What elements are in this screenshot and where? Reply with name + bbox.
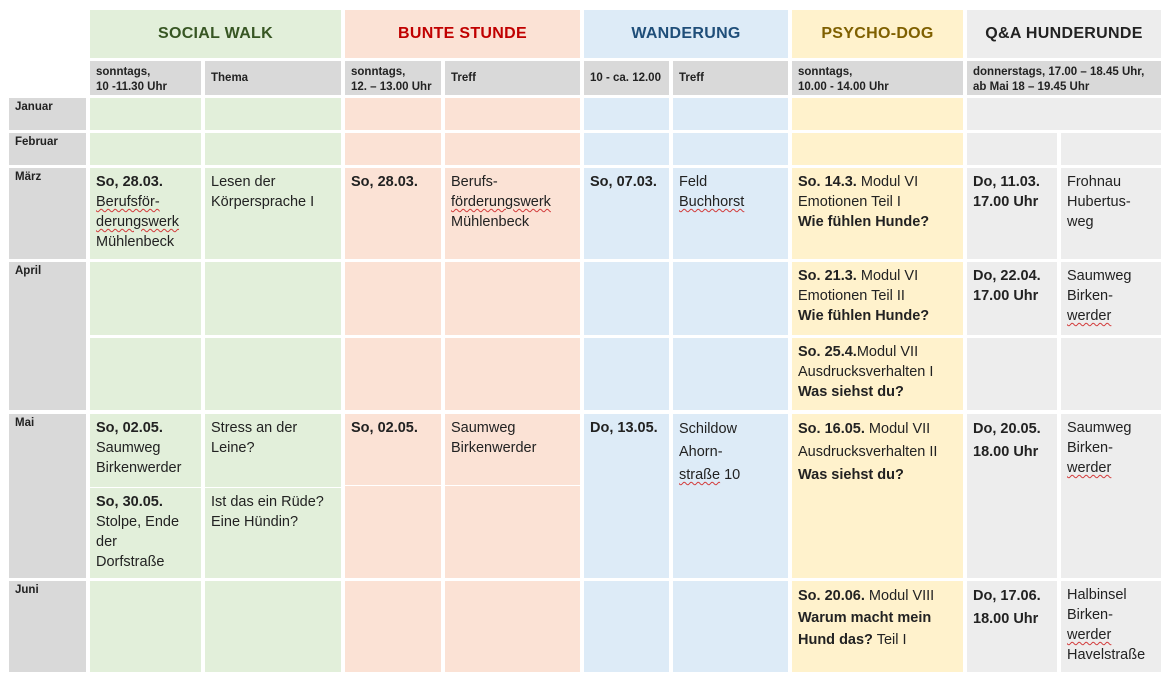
cell-maerz-wanderung-date: So, 07.03. [584, 168, 669, 259]
cell-empty [584, 338, 669, 410]
cell-empty [967, 98, 1161, 130]
cell-empty [673, 338, 788, 410]
cell-empty [584, 581, 669, 672]
cell-empty [90, 98, 201, 130]
header-bunte-stunde: BUNTE STUNDE [345, 10, 580, 58]
month-januar: Januar [9, 98, 86, 130]
cell-april-psycho-dog-2: So. 25.4.Modul VII Ausdrucksverhalten I Was siehst du? [792, 338, 963, 410]
subheader-bunte-stunde-meet: Treff [445, 61, 580, 95]
cell-empty [673, 262, 788, 335]
cell-juni-qa-place: Halbinsel Birken- werder Havelstraße [1061, 581, 1161, 672]
cell-empty [90, 338, 201, 410]
subheader-social-walk-topic: Thema [205, 61, 341, 95]
cell-empty [445, 581, 580, 672]
cell-empty [673, 98, 788, 130]
cell-empty [205, 262, 341, 335]
cell-empty [445, 486, 580, 578]
cell-empty [967, 133, 1057, 165]
cell-empty [90, 262, 201, 335]
cell-mai-social-walk-date-1: So, 02.05. Saumweg Birkenwerder [90, 414, 201, 487]
subheader-bunte-stunde-time: sonntags, 12. – 13.00 Uhr [345, 61, 441, 95]
cell-mai-social-walk-date-2: So, 30.05. Stolpe, Ende der Dorfstraße [90, 488, 201, 578]
cell-mai-wanderung-meet: Schildow Ahorn- straße 10 [673, 414, 788, 578]
cell-mai-social-walk-topic-1: Stress an der Leine? [205, 414, 341, 487]
cell-empty [205, 581, 341, 672]
cell-empty [205, 133, 341, 165]
cell-empty [345, 581, 441, 672]
cell-empty [90, 133, 201, 165]
cell-empty [345, 262, 441, 335]
cell-empty [673, 581, 788, 672]
cell-empty [345, 133, 441, 165]
header-psycho-dog: PSYCHO-DOG [792, 10, 963, 58]
cell-empty [792, 133, 963, 165]
cell-empty [1061, 133, 1161, 165]
cell-mai-qa-place: Saumweg Birken- werder [1061, 414, 1161, 578]
cell-empty [205, 98, 341, 130]
cell-empty [445, 262, 580, 335]
cell-mai-wanderung-date: Do, 13.05. [584, 414, 669, 578]
cell-empty [90, 581, 201, 672]
cell-empty [967, 338, 1057, 410]
cell-mai-qa-date: Do, 20.05. 18.00 Uhr [967, 414, 1057, 578]
cell-empty [584, 262, 669, 335]
cell-empty [445, 338, 580, 410]
subheader-qa-time: donnerstags, 17.00 – 18.45 Uhr, ab Mai 18 – 19.45 Uhr [967, 61, 1161, 95]
cell-maerz-bunte-stunde-date: So, 28.03. [345, 168, 441, 259]
cell-maerz-bunte-stunde-meet: Berufs- förderungswerk Mühlenbeck [445, 168, 580, 259]
cell-empty [345, 338, 441, 410]
cell-empty [445, 98, 580, 130]
month-mai: Mai [9, 414, 86, 578]
subheader-wanderung-time: 10 - ca. 12.00 [584, 61, 669, 95]
cell-mai-psycho-dog: So. 16.05. Modul VII Ausdrucksverhalten II Was siehst du? [792, 414, 963, 578]
cell-maerz-social-walk-topic: Lesen der Körpersprache I [205, 168, 341, 259]
cell-mai-social-walk-topic-2: Ist das ein Rüde? Eine Hündin? [205, 488, 341, 578]
cell-empty [584, 98, 669, 130]
month-april: April [9, 262, 86, 410]
header-qa-hunderunde: Q&A HUNDERUNDE [967, 10, 1161, 58]
cell-empty [205, 338, 341, 410]
cell-maerz-social-walk-date: So, 28.03. Berufsför- derungswerk Mühlenbeck [90, 168, 201, 259]
cell-maerz-psycho-dog: So. 14.3. Modul VI Emotionen Teil I Wie fühlen Hunde? [792, 168, 963, 259]
cell-juni-qa-date: Do, 17.06. 18.00 Uhr [967, 581, 1057, 672]
month-juni: Juni [9, 581, 86, 672]
subheader-psycho-dog-time: sonntags, 10.00 - 14.00 Uhr [792, 61, 963, 95]
header-social-walk: SOCIAL WALK [90, 10, 341, 58]
subheader-social-walk-time: sonntags, 10 -11.30 Uhr [90, 61, 201, 95]
cell-april-qa-date: Do, 22.04. 17.00 Uhr [967, 262, 1057, 335]
month-februar: Februar [9, 133, 86, 165]
cell-empty [792, 98, 963, 130]
cell-maerz-qa-place: Frohnau Hubertus- weg [1061, 168, 1161, 259]
subheader-wanderung-meet: Treff [673, 61, 788, 95]
cell-mai-bunte-stunde-meet: Saumweg Birkenwerder [445, 414, 580, 485]
cell-empty [673, 133, 788, 165]
header-wanderung: WANDERUNG [584, 10, 788, 58]
cell-mai-bunte-stunde-date: So, 02.05. [345, 414, 441, 485]
cell-maerz-qa-date: Do, 11.03. 17.00 Uhr [967, 168, 1057, 259]
cell-empty [345, 98, 441, 130]
cell-empty [445, 133, 580, 165]
cell-empty [1061, 338, 1161, 410]
cell-april-qa-place: Saumweg Birken- werder [1061, 262, 1161, 335]
cell-juni-psycho-dog: So. 20.06. Modul VIII Warum macht mein Hund das? Teil I [792, 581, 963, 672]
month-maerz: März [9, 168, 86, 259]
cell-empty [345, 486, 441, 578]
cell-maerz-wanderung-meet: Feld Buchhorst [673, 168, 788, 259]
cell-april-psycho-dog-1: So. 21.3. Modul VI Emotionen Teil II Wie fühlen Hunde? [792, 262, 963, 335]
cell-empty [584, 133, 669, 165]
